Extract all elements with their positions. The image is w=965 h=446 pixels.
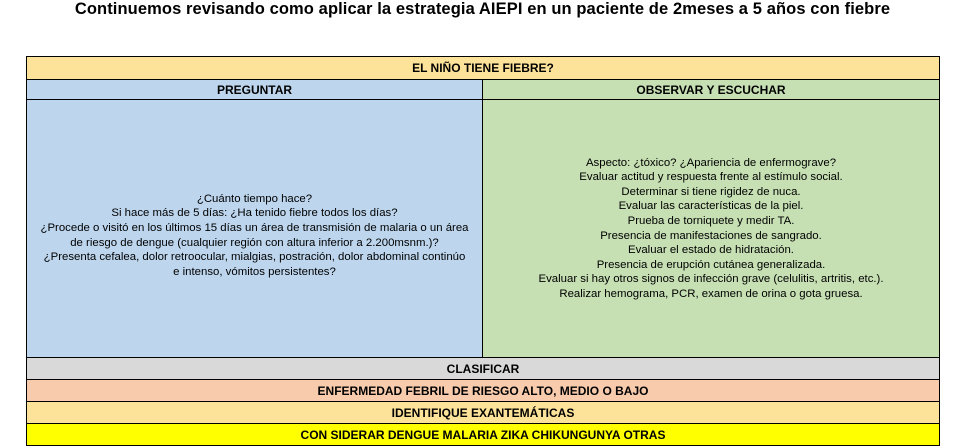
observar-text bbox=[538, 156, 883, 302]
observar-line: Aspecto: ¿tóxico? ¿Apariencia de enfermograve? bbox=[585, 156, 837, 169]
observar-line: Determinar si tiene rigidez de nuca. bbox=[621, 185, 801, 198]
observar-line: Evaluar las características de la piel. bbox=[618, 200, 804, 213]
preguntar-line: ¿Presenta cefalea, dolor retroocular, mialgias, postración, dolor abdominal continúo bbox=[43, 251, 466, 264]
clasificar-row: CLASIFICAR bbox=[27, 358, 939, 380]
observar-line: Realizar hemograma, PCR, examen de orina o gota gruesa. bbox=[559, 287, 863, 300]
table-header-fever: EL NIÑO TIENE FIEBRE? bbox=[27, 57, 939, 80]
column-header-row bbox=[27, 80, 939, 100]
observar-line: Evaluar el estado de hidratación. bbox=[628, 244, 794, 257]
preguntar-cell bbox=[27, 100, 483, 357]
preguntar-header: PREGUNTAR bbox=[27, 80, 483, 99]
enfermedad-febril-row: ENFERMEDAD FEBRIL DE RIESGO ALTO, MEDIO O BAJO bbox=[27, 380, 939, 402]
observar-line: Prueba de torniquete y medir TA. bbox=[627, 214, 795, 227]
considerar-row: CON SIDERAR DENGUE MALARIA ZIKA CHIKUNGUNYA OTRAS bbox=[27, 424, 939, 445]
observar-line: Presencia de erupción cutánea generalizada. bbox=[596, 258, 826, 271]
observar-line: Evaluar si hay otros signos de infección grave (celulitis, artritis, etc.). bbox=[538, 273, 884, 286]
questions-observations-row bbox=[27, 100, 939, 358]
observar-header: OBSERVAR Y ESCUCHAR bbox=[483, 80, 939, 99]
aiepi-table bbox=[26, 56, 940, 446]
identifique-row: IDENTIFIQUE EXANTEMÁTICAS bbox=[27, 402, 939, 424]
page-title: Continuemos revisando como aplicar la estrategia AIEPI en un paciente de 2meses a 5 años con fiebre bbox=[74, 0, 891, 18]
preguntar-line: e intenso, vómitos persistentes? bbox=[173, 265, 336, 278]
preguntar-text bbox=[40, 192, 468, 280]
observar-line: Presencia de manifestaciones de sangrado. bbox=[600, 229, 822, 242]
preguntar-line: ¿Cuánto tiempo hace? bbox=[196, 192, 313, 205]
preguntar-line: Si hace más de 5 días: ¿Ha tenido fiebre todos los días? bbox=[111, 207, 398, 220]
observar-line: Evaluar actitud y respuesta frente al estímulo social. bbox=[579, 171, 843, 184]
preguntar-line: de riesgo de dengue (cualquier región con altura inferior a 2.200msnm.)? bbox=[70, 236, 439, 249]
preguntar-line: ¿Procede o visitó en los últimos 15 días un área de transmisión de malaria o un área bbox=[40, 221, 469, 234]
observar-cell bbox=[483, 100, 939, 357]
